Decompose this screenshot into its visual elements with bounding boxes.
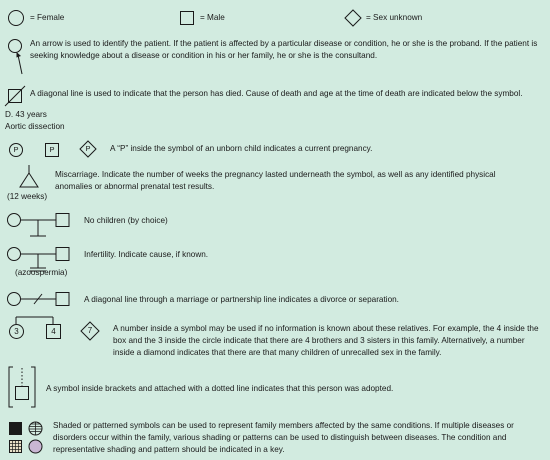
number-description: A number inside a symbol may be used if no information is known about these relatives. For example, the 4 inside the box and the 3 inside the circle indicate that there are 4 brothers and 3 sisters in this family. Alternatively, a number inside a diamond indicates that there are that many children of unrecalled sex in the family. — [113, 324, 539, 357]
miscarriage-caption: (12 weeks) — [7, 192, 48, 201]
divorce-description: A diagonal line through a marriage or partnership line indicates a divorce or separation. — [84, 295, 399, 304]
patient-arrow-symbol — [5, 37, 27, 75]
shaded-description: Shaded or patterned symbols can be used to represent family members affected by the same conditions. If multiple diseases or disorders occur within the family, various shading or patterns can be used to distinguish between diseases. The condition and representative shading and pattern should be indicated in a key. — [53, 421, 514, 454]
male-square-symbol — [180, 11, 194, 25]
shaded-lavender-circle — [28, 439, 43, 454]
male-legend-label: = Male — [200, 13, 225, 22]
miscarriage-triangle-symbol — [18, 165, 40, 191]
pregnancy-male-symbol: P — [45, 143, 59, 157]
number-unknown-digit: 7 — [87, 326, 93, 335]
adopted-description: A symbol inside brackets and attached with a dotted line indicates that this person was adopted. — [46, 384, 394, 393]
number-female-symbol: 3 — [9, 324, 24, 339]
patient-description: An arrow is used to identify the patient. If the patient is affected by a particular disease or condition, he or she is the proband. If the patient is seeking knowledge about a disease or condition in his or her family, he or she is the consultand. — [30, 39, 538, 60]
pregnancy-unknown-letter: P — [85, 144, 91, 153]
deceased-caption-cause: Aortic dissection — [5, 122, 65, 131]
unknown-legend-label: = Sex unknown — [366, 13, 423, 22]
deceased-caption-age: D. 43 years — [5, 110, 47, 119]
shaded-solid-square — [9, 422, 22, 435]
deceased-description: A diagonal line is used to indicate that the person has died. Cause of death and age at the time of death are indicated below the symbol. — [30, 89, 523, 98]
pregnancy-female-symbol: P — [9, 143, 23, 157]
female-legend-label: = Female — [30, 13, 65, 22]
shaded-grid-square — [9, 440, 22, 453]
number-male-symbol: 4 — [46, 324, 61, 339]
infertility-caption: (azoospermia) — [15, 268, 68, 277]
shaded-striped-circle — [28, 421, 43, 436]
no-children-description: No children (by choice) — [84, 216, 168, 225]
adopted-symbol — [8, 366, 36, 408]
unknown-diamond-symbol — [344, 9, 362, 27]
deceased-symbol — [5, 86, 25, 106]
female-circle-symbol — [7, 9, 25, 27]
pregnancy-description: A “P” inside the symbol of an unborn child indicates a current pregnancy. — [110, 144, 373, 153]
divorce-symbol — [6, 291, 70, 307]
infertility-description: Infertility. Indicate cause, if known. — [84, 250, 209, 259]
miscarriage-description: Miscarriage. Indicate the number of weeks the pregnancy lasted underneath the symbol, as well as any identified physical anomalies or abnormal prenatal test results. — [55, 170, 496, 191]
no-children-symbol — [6, 212, 70, 240]
